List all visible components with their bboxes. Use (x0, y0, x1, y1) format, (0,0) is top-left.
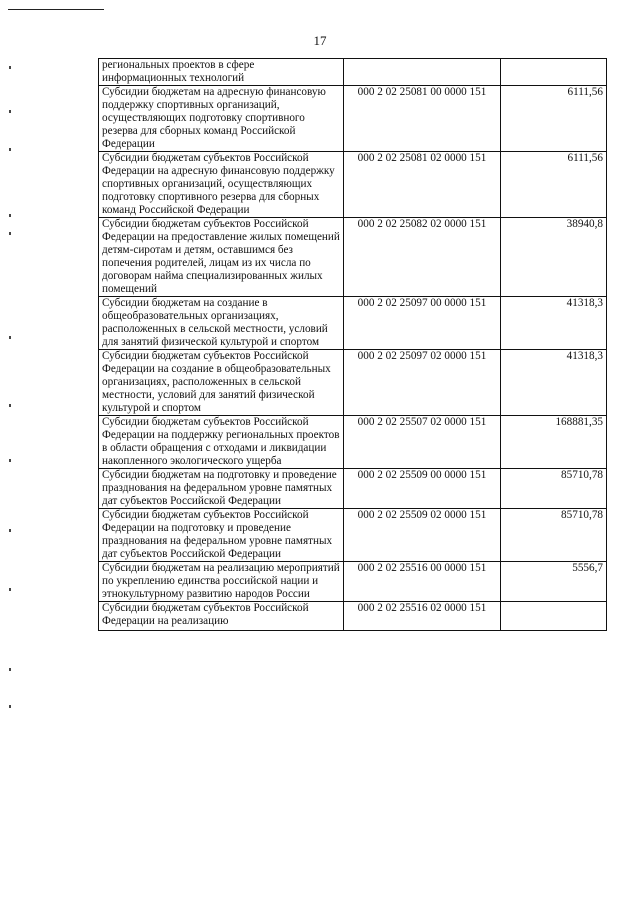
row-code (344, 59, 501, 86)
row-name: Субсидии бюджетам субъектов Российской Федерации на реализацию (99, 602, 344, 631)
row-amount: 38940,8 (501, 218, 607, 297)
margin-mark (9, 529, 11, 532)
margin-mark (9, 336, 11, 339)
table-row (99, 297, 607, 350)
table-row (99, 602, 607, 631)
row-code: 000 2 02 25097 02 0000 151 (344, 350, 501, 416)
margin-mark (9, 66, 11, 69)
row-amount: 6111,56 (501, 152, 607, 218)
row-amount: 85710,78 (501, 469, 607, 509)
row-code: 000 2 02 25507 02 0000 151 (344, 416, 501, 469)
table-row (99, 218, 607, 297)
row-amount (501, 602, 607, 631)
row-amount (501, 59, 607, 86)
row-name: региональных проектов в сфере информационных технологий (99, 59, 344, 86)
table-row (99, 152, 607, 218)
table-row (99, 86, 607, 152)
table-row (99, 350, 607, 416)
table-row (99, 416, 607, 469)
row-code: 000 2 02 25509 02 0000 151 (344, 509, 501, 562)
row-amount: 41318,3 (501, 297, 607, 350)
row-name: Субсидии бюджетам на реализацию мероприятий по укреплению единства российской нации и этнокультурному развитию народов России (99, 562, 344, 602)
row-name: Субсидии бюджетам субъектов Российской Федерации на адресную финансовую поддержку спортивных организаций, осуществляющих подготовку спортивного резерва для сборных команд Российской Федерации (99, 152, 344, 218)
margin-mark (9, 459, 11, 462)
table-row (99, 509, 607, 562)
row-name: Субсидии бюджетам на подготовку и проведение празднования на федеральном уровне памятных дат субъектов Российской Федерации (99, 469, 344, 509)
row-amount: 5556,7 (501, 562, 607, 602)
row-code: 000 2 02 25509 00 0000 151 (344, 469, 501, 509)
budget-table (98, 58, 607, 631)
margin-mark (9, 668, 11, 671)
margin-mark (9, 404, 11, 407)
row-code: 000 2 02 25097 00 0000 151 (344, 297, 501, 350)
table-row (99, 469, 607, 509)
table-row (99, 562, 607, 602)
margin-mark (9, 148, 11, 151)
table-row (99, 59, 607, 86)
row-code: 000 2 02 25516 00 0000 151 (344, 562, 501, 602)
margin-mark (9, 588, 11, 591)
margin-mark (9, 214, 11, 217)
page-number: 17 (313, 33, 327, 48)
margin-mark (9, 232, 11, 235)
row-amount: 168881,35 (501, 416, 607, 469)
row-name: Субсидии бюджетам на создание в общеобразовательных организациях, расположенных в сельской местности, условий для занятий физической культурой и спортом (99, 297, 344, 350)
row-name: Субсидии бюджетам субъектов Российской Федерации на предоставление жилых помещений детям-сиротам и детям, оставшимся без попечения родителей, лицам из их числа по договорам найма специализированных жилых помещений (99, 218, 344, 297)
row-code: 000 2 02 25081 00 0000 151 (344, 86, 501, 152)
row-amount: 41318,3 (501, 350, 607, 416)
row-code: 000 2 02 25082 02 0000 151 (344, 218, 501, 297)
row-code: 000 2 02 25081 02 0000 151 (344, 152, 501, 218)
row-amount: 6111,56 (501, 86, 607, 152)
header-rule (8, 9, 104, 10)
margin-mark (9, 110, 11, 113)
row-name: Субсидии бюджетам на адресную финансовую поддержку спортивных организаций, осуществляющих подготовку спортивного резерва для сборных команд Российской Федерации (99, 86, 344, 152)
row-name: Субсидии бюджетам субъектов Российской Федерации на создание в общеобразовательных организациях, расположенных в сельской местности, условий для занятий физической культурой и спортом (99, 350, 344, 416)
row-code: 000 2 02 25516 02 0000 151 (344, 602, 501, 631)
row-amount: 85710,78 (501, 509, 607, 562)
row-name: Субсидии бюджетам субъектов Российской Федерации на поддержку региональных проектов в области обращения с отходами и ликвидации накопленного экологического ущерба (99, 416, 344, 469)
margin-mark (9, 705, 11, 708)
row-name: Субсидии бюджетам субъектов Российской Федерации на подготовку и проведение празднования на федеральном уровне памятных дат субъектов Российской Федерации (99, 509, 344, 562)
